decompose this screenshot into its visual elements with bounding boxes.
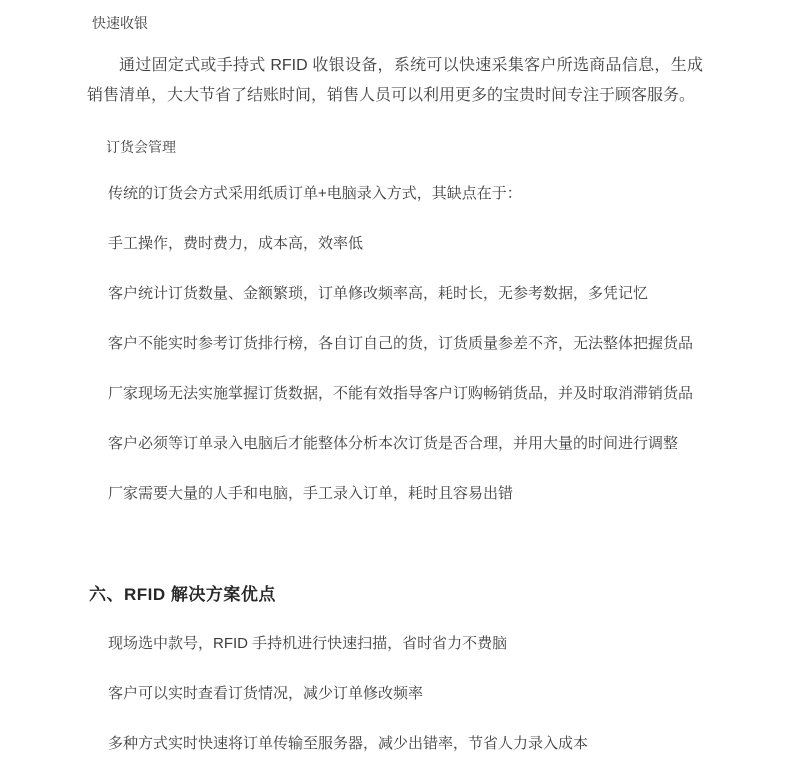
list-item: 客户可以实时查看订货情况，减少订单修改频率: [108, 685, 424, 702]
list-item: 客户必须等订单录入电脑后才能整体分析本次订货是否合理，并用大量的时间进行调整: [108, 435, 679, 452]
rfid-advantages-list: [108, 633, 714, 755]
list-item: 客户统计订货数量、金额繁琐，订单修改频率高，耗时长，无参考数据，多凭记忆: [108, 285, 649, 302]
section-heading-fast-cashier: 快速收银: [92, 15, 148, 31]
list-item: 传统的订货会方式采用纸质订单+电脑录入方式，其缺点在于：: [108, 185, 522, 202]
list-item: 现场选中款号，RFID 手持机进行快速扫描，省时省力不费脑: [108, 635, 508, 652]
list-item: 手工操作，费时费力，成本高，效率低: [108, 235, 364, 252]
section-heading-order-meeting: 订货会管理: [106, 139, 176, 155]
list-item: 厂家需要大量的人手和电脑，手工录入订单，耗时且容易出错: [108, 485, 514, 502]
paragraph-fast-cashier: 通过固定式或手持式 RFID 收银设备，系统可以快速采集客户所选商品信息，生成销售清单，大大节省了结账时间，销售人员可以利用更多的宝贵时间专注于顾客服务。: [87, 57, 703, 104]
order-meeting-drawbacks-list: [108, 183, 714, 505]
section-heading-rfid-advantages: 六、RFID 解决方案优点: [89, 585, 276, 604]
list-item: 客户不能实时参考订货排行榜，各自订自己的货，订货质量参差不齐，无法整体把握货品: [108, 335, 694, 352]
list-item: 多种方式实时快速将订单传输至服务器，减少出错率，节省人力录入成本: [108, 735, 589, 752]
list-item: 厂家现场无法实施掌握订货数据，不能有效指导客户订购畅销货品，并及时取消滞销货品: [108, 385, 694, 402]
